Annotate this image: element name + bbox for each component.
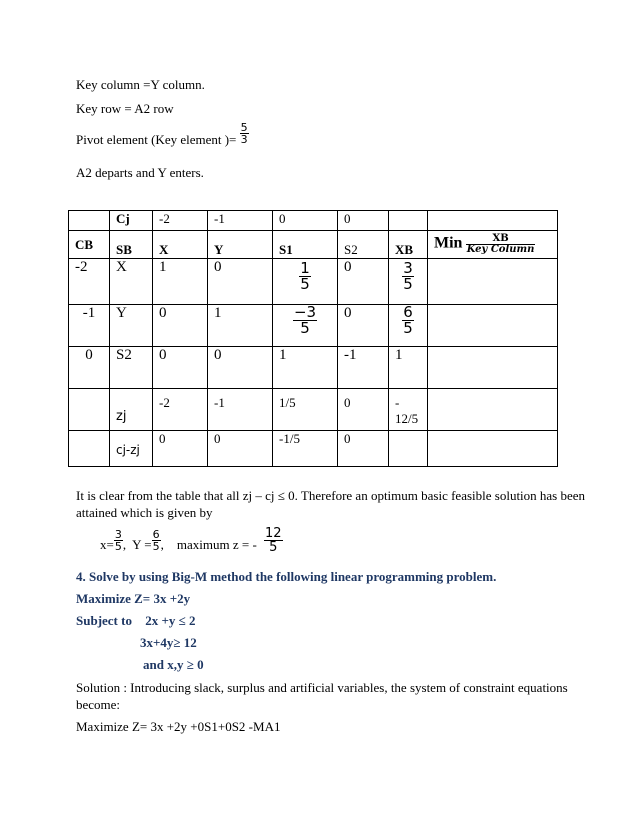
pivot-fraction: [240, 122, 249, 145]
key-column-text: Key column =Y column.: [76, 77, 205, 92]
table-cell: Cj: [110, 211, 153, 231]
fraction-den: 5: [403, 275, 413, 293]
table-cell: 1: [153, 259, 208, 305]
solution-line1: Solution : Introducing slack, surplus and artificial variables, the system of constraint equations: [76, 680, 568, 695]
objective: Maximize Z= 3x +2y: [76, 591, 191, 606]
table-cell: [428, 259, 558, 305]
problem-heading: 4. Solve by using Big-M method the following linear programming problem.: [76, 569, 497, 584]
fraction-den: 5: [114, 540, 122, 553]
table-cell: [69, 431, 110, 467]
fraction-den: 5: [152, 540, 160, 553]
table-cell: 1: [389, 347, 428, 389]
simplex-table: [68, 210, 558, 467]
min-ratio-header: [428, 231, 558, 259]
table-cell: 1: [208, 305, 273, 347]
zj-xb-line2: 12/5: [395, 411, 419, 426]
table-cell: [273, 305, 338, 347]
table-cell: 0: [338, 211, 389, 231]
fraction: [402, 305, 414, 336]
fraction-num: 1: [300, 259, 310, 277]
table-cell: -2: [153, 211, 208, 231]
subject-to: [76, 613, 196, 629]
table-cell: [428, 431, 558, 467]
table-cell: [389, 259, 428, 305]
fraction-num: 6: [152, 528, 160, 541]
fraction-num: −3: [293, 303, 317, 321]
table-cell: 1: [273, 347, 338, 389]
table-cell: CB: [69, 231, 110, 259]
table-cell: S2: [110, 347, 153, 389]
y-label: Y =: [132, 537, 152, 553]
table-cell: [389, 431, 428, 467]
solution-line3: Maximize Z= 3x +2y +0S1+0S2 -MA1: [76, 719, 281, 734]
table-cell: 0: [338, 389, 389, 431]
table-cell: 0: [338, 305, 389, 347]
table-row: [69, 389, 558, 431]
constraint-3: and x,y ≥ 0: [143, 657, 204, 672]
conclusion-line2: attained which is given by: [76, 505, 213, 520]
zj-xb-line1: -: [395, 395, 400, 410]
table-cell: 0: [338, 431, 389, 467]
table-cell: 0: [208, 347, 273, 389]
fraction-num: 3: [403, 259, 413, 277]
table-cell: S1: [273, 231, 338, 259]
key-row-text: Key row = A2 row: [76, 101, 174, 116]
x-label: x=: [100, 537, 114, 553]
table-cell: SB: [110, 231, 153, 259]
x-fraction: [114, 529, 123, 552]
fraction-num: 3: [114, 528, 122, 541]
table-cell: -2: [153, 389, 208, 431]
table-cell: -1: [208, 211, 273, 231]
table-cell: 0: [273, 211, 338, 231]
table-cell: zj: [110, 389, 153, 431]
fraction-den: 5: [264, 540, 283, 554]
fraction: [402, 261, 414, 292]
table-cell: XB: [389, 231, 428, 259]
pivot-line: [76, 121, 249, 148]
table-cell: S2: [338, 231, 389, 259]
table-cell: 0: [153, 431, 208, 467]
table-cell: Y: [110, 305, 153, 347]
solution-line2: become:: [76, 697, 121, 712]
fraction-num: 6: [403, 303, 413, 321]
y-fraction: [152, 529, 161, 552]
fraction: [293, 305, 317, 336]
table-cell: [389, 305, 428, 347]
min-fraction: [466, 234, 536, 255]
table-row: [69, 259, 558, 305]
table-cell: X: [153, 231, 208, 259]
fraction: [299, 261, 311, 292]
constraint-2: 3x+4y≥ 12: [140, 635, 197, 650]
departs-text: A2 departs and Y enters.: [76, 165, 204, 180]
fraction-num: 12: [265, 526, 282, 541]
table-cell: -1: [338, 347, 389, 389]
table-cell: 0: [208, 259, 273, 305]
table-cell: [428, 305, 558, 347]
min-den: Key Column: [466, 244, 535, 255]
table-cell: [273, 259, 338, 305]
table-cell: Y: [208, 231, 273, 259]
table-cell: -2: [69, 259, 110, 305]
table-cell: 0: [153, 305, 208, 347]
solution-values: x= $\frac{3}{5}$ , Y = $\frac{6}{5}$ , maximum z = - $\frac{12}{5}$: [100, 526, 282, 555]
table-row: [69, 231, 558, 259]
pivot-label: Pivot element (Key element )=: [76, 132, 237, 148]
fraction-den: 5: [293, 320, 317, 336]
table-cell: 0: [69, 347, 110, 389]
table-cell: [389, 211, 428, 231]
table-cell: 0: [153, 347, 208, 389]
table-row: [69, 305, 558, 347]
table-cell: -1: [208, 389, 273, 431]
table-cell: [389, 389, 428, 431]
conclusion-line1: It is clear from the table that all zj – cj ≤ 0. Therefore an optimum basic feasible solution has been: [76, 488, 586, 503]
table-row: [69, 211, 558, 231]
table-row: [69, 347, 558, 389]
table-cell: 1/5: [273, 389, 338, 431]
subject-label: Subject to: [76, 613, 132, 628]
table-cell: -1/5: [273, 431, 338, 467]
z-fraction: [264, 527, 283, 554]
table-cell: cj-zj: [110, 431, 153, 467]
table-cell: 0: [208, 431, 273, 467]
min-num: XB: [492, 233, 509, 244]
fraction-den: 5: [300, 275, 310, 293]
pivot-den: 3: [240, 133, 248, 146]
table-cell: 0: [338, 259, 389, 305]
table-cell: -1: [69, 305, 110, 347]
table-cell: [69, 389, 110, 431]
table-cell: [428, 347, 558, 389]
max-label: maximum z = -: [176, 537, 257, 553]
min-label: Min: [434, 234, 463, 252]
table-row: [69, 431, 558, 467]
constraint-1: 2x +y ≤ 2: [145, 613, 196, 628]
table-cell: [69, 211, 110, 231]
table-cell: X: [110, 259, 153, 305]
table-cell: [428, 211, 558, 231]
pivot-num: 5: [240, 121, 248, 134]
fraction-den: 5: [403, 319, 413, 337]
table-cell: [428, 389, 558, 431]
